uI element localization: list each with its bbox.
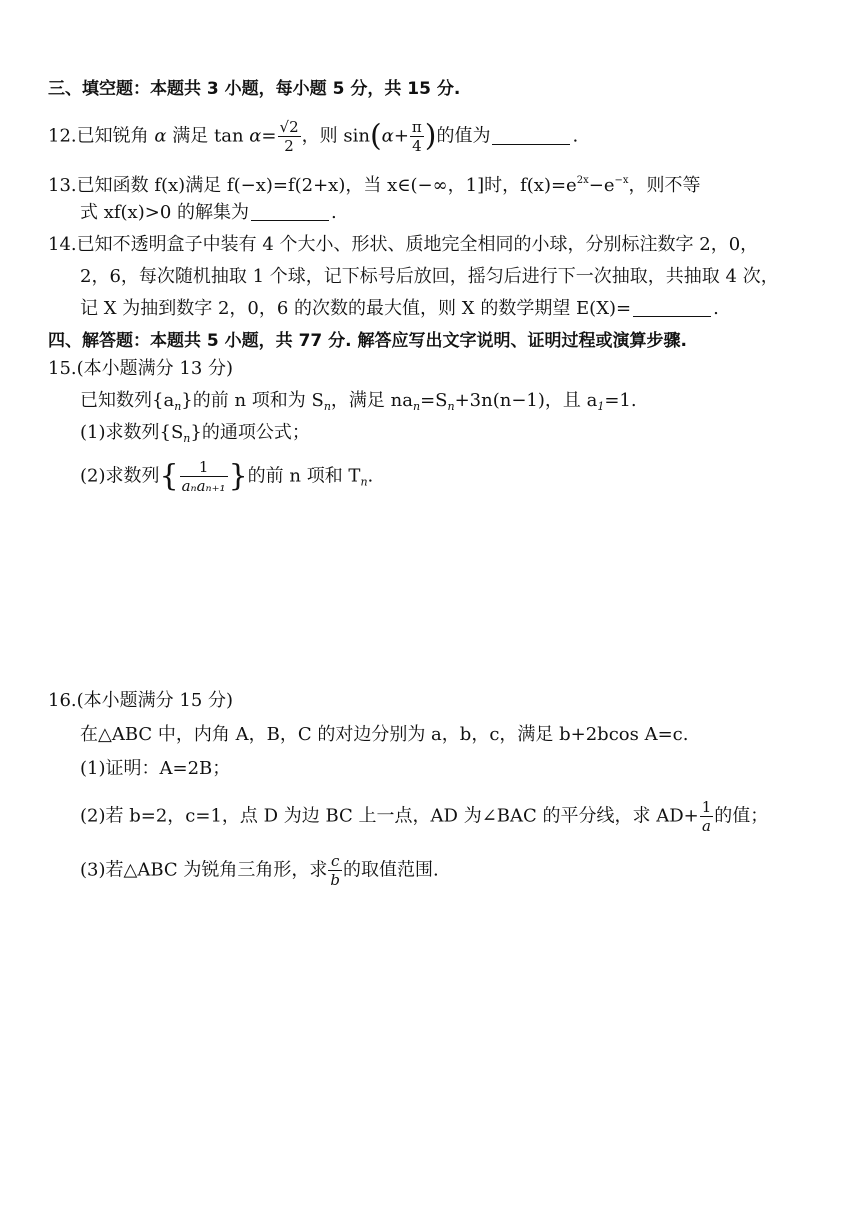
section-4-title: 四、解答题：本题共 5 小题，共 77 分. 解答应写出文字说明、证明过程或演算步骤. — [48, 331, 687, 351]
q14-end: . — [713, 298, 719, 319]
q13-sup: 2x — [576, 175, 589, 186]
q15-text: 的前 n 项和 T — [247, 465, 361, 487]
q13-text: 13.已知函数 f(x)满足 f(−x)=f(2+x)，当 x∈(−∞，1]时，f(x)=e — [48, 175, 577, 196]
q12-pi-num: π — [411, 118, 422, 136]
q16-fraction-cb — [328, 852, 342, 889]
q16-frac-den: a — [702, 817, 711, 835]
q12-alpha: α — [249, 125, 262, 147]
q15-sub: n — [183, 432, 191, 445]
question-15-stem — [80, 388, 637, 420]
q15-text: }的通项公式； — [190, 422, 310, 443]
q16-frac-num: c — [328, 852, 342, 871]
q15-text: =1. — [604, 390, 637, 411]
q15-brace: { — [159, 458, 179, 494]
q12-fraction-sqrt2 — [278, 118, 301, 155]
q15-sub: n — [174, 400, 182, 413]
question-15-part-2 — [80, 458, 373, 496]
q12-number: 12. — [48, 125, 77, 147]
q12-alpha: α — [381, 125, 394, 147]
q12-frac-den: 2 — [284, 137, 294, 155]
q16-text: 的取值范围. — [343, 859, 439, 881]
question-16-part-1: (1)证明：A=2B； — [80, 758, 231, 779]
q15-text: +3n(n−1)，且 a — [454, 390, 598, 411]
q15-text: . — [367, 465, 374, 487]
q14-answer-blank[interactable] — [633, 298, 711, 317]
q12-fraction-pi4 — [410, 118, 424, 155]
q15-sub: n — [323, 400, 331, 413]
q15-sub: n — [412, 400, 421, 413]
q15-sub: n — [360, 475, 368, 489]
question-15-part-1 — [80, 420, 310, 452]
q15-brace: } — [228, 458, 248, 494]
q15-text: 已知数列{a — [80, 390, 175, 411]
q12-text: 的值为 — [436, 125, 491, 147]
q15-sub: 1 — [597, 400, 605, 413]
q12-plus: + — [393, 125, 409, 147]
q13-end: . — [331, 202, 337, 223]
question-14-line-1: 14.已知不透明盒子中装有 4 个大小、形状、质地完全相同的小球，分别标注数字 2，0， — [48, 234, 759, 255]
q13-text: 式 xf(x)>0 的解集为 — [80, 202, 249, 223]
q12-eq: = — [261, 125, 277, 147]
q16-frac-num: 1 — [701, 798, 712, 816]
q12-paren: ) — [424, 118, 437, 154]
q15-frac-num: 1 — [180, 458, 228, 477]
q16-text: (3)若△ABC 为锐角三角形，求 — [80, 859, 328, 881]
question-16-stem: 在△ABC 中，内角 A，B，C 的对边分别为 a，b，c，满足 b+2bcos A=c. — [80, 724, 689, 745]
q12-end: . — [572, 125, 579, 147]
q13-sup: −x — [614, 175, 629, 186]
q13-text: −e — [588, 175, 615, 196]
question-14-line-2: 2，6，每次随机抽取 1 个球，记下标号后放回，摇匀后进行下一次抽取，共抽取 4 次， — [80, 266, 779, 287]
q12-text: 已知锐角 — [76, 125, 155, 147]
q16-text: 的值； — [714, 805, 769, 827]
q12-text: ，则 sin — [301, 125, 370, 147]
question-13-line-2 — [80, 200, 337, 226]
q15-text: ，满足 na — [330, 390, 413, 411]
question-16-part-2 — [80, 798, 768, 835]
question-14-line-3 — [80, 296, 719, 322]
section-3-title: 三、填空题：本题共 3 小题，每小题 5 分，共 15 分. — [48, 79, 461, 99]
q16-text: (2)若 b=2，c=1，点 D 为边 BC 上一点，AD 为∠BAC 的平分线，求 AD+ — [80, 805, 699, 827]
q15-text: (2)求数列 — [80, 465, 160, 487]
q15-text: =S — [420, 390, 448, 411]
q15-fraction — [180, 458, 228, 495]
q16-frac-den: b — [330, 871, 341, 889]
q14-text: 记 X 为抽到数字 2，0，6 的次数的最大值，则 X 的数学期望 E(X)= — [80, 298, 632, 319]
q12-pi-den: 4 — [412, 137, 422, 155]
question-12 — [48, 118, 578, 155]
q16-fraction-1a — [700, 798, 714, 835]
question-16-part-3 — [80, 852, 439, 889]
q12-frac-num: √2 — [279, 118, 299, 136]
q12-text: 满足 tan — [166, 125, 250, 147]
q13-text: ，则不等 — [628, 175, 701, 196]
q15-sub: n — [447, 400, 455, 413]
question-13-line-1 — [48, 168, 701, 199]
question-16-header: 16.(本小题满分 15 分) — [48, 690, 234, 711]
q15-text: (1)求数列{S — [80, 422, 184, 443]
q12-alpha: α — [154, 125, 167, 147]
q15-text: }的前 n 项和为 S — [181, 390, 324, 411]
q13-answer-blank[interactable] — [251, 202, 329, 221]
q15-frac-den: aₙaₙ₊₁ — [181, 477, 226, 495]
question-15-header: 15.(本小题满分 13 分) — [48, 358, 234, 379]
q12-answer-blank[interactable] — [492, 126, 570, 145]
q12-paren: ( — [369, 118, 382, 154]
